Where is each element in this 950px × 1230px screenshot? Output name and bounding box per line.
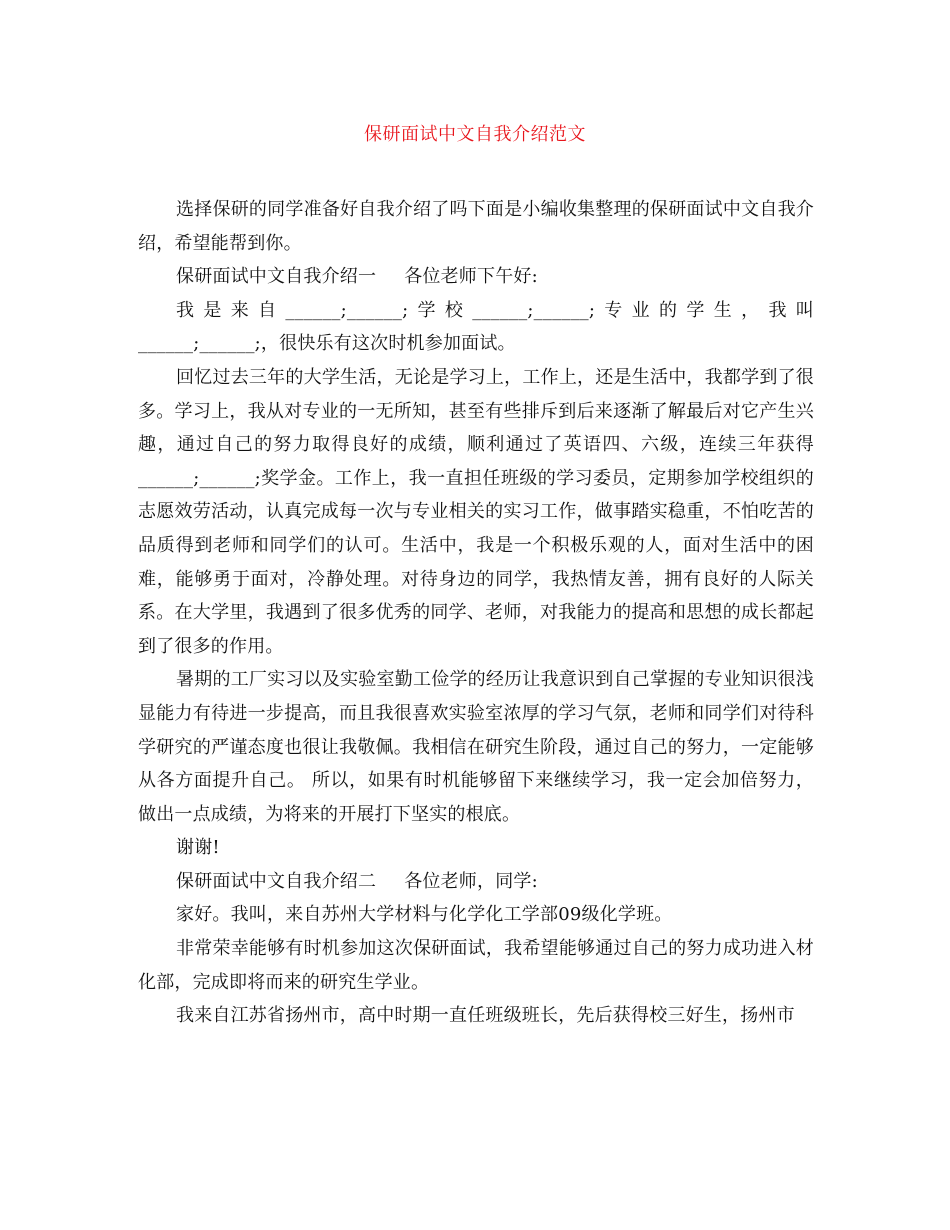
section-one-heading-line xyxy=(138,260,814,294)
document-title: 保研面试中文自我介绍范文 xyxy=(364,124,586,145)
document-body xyxy=(138,193,814,1033)
greeting-paragraph: 家好。我叫，来自苏州大学材料与化学化工学部09级化学班。 xyxy=(176,904,673,926)
section-one-heading: 保研面试中文自我介绍一 xyxy=(176,266,377,288)
section-one-greeting: 各位老师下午好: xyxy=(404,266,538,288)
college-life-paragraph: 回忆过去三年的大学生活，无论是学习上，工作上，还是生活中，我都学到了很多。学习上，我从对专业的一无所知，甚至有些排斥到后来逐渐了解最后对它产生兴趣，通过自己的努力取得良好的成绩，顺利通过了英语四、六级，连续三年获得______;______;奖学金。工作上，我一直担任班级的学习委员，定期参加学校组织的志愿效劳活动，认真完成每一次与专业相关的实习工作，做事踏实稳重，不怕吃苦的品质得到老师和同学们的认可。生活中，我是一个积极乐观的人，面对生活中的困难，能够勇于面对，冷静处理。对待身边的同学，我热情友善，拥有良好的人际关系。在大学里，我遇到了很多优秀的同学、老师，对我能力的提高和思想的成长都起到了很多的作用。 xyxy=(138,366,814,657)
intro-paragraph: 选择保研的同学准备好自我介绍了吗下面是小编收集整理的保研面试中文自我介绍，希望能帮到你。 xyxy=(138,199,814,254)
background-paragraph: 我来自江苏省扬州市，高中时期一直任班级班长，先后获得校三好生，扬州市 xyxy=(176,1005,795,1027)
section-two-heading-line xyxy=(138,865,814,899)
internship-paragraph: 暑期的工厂实习以及实验室勤工俭学的经历让我意识到自己掌握的专业知识很浅显能力有待进一步提高，而且我很喜欢实验室浓厚的学习气氛，老师和同学们对待科学研究的严谨态度也很让我敬佩。我相信在研究生阶段，通过自己的努力，一定能够从各方面提升自己。 所以，如果有时机能够留下来继续学习，我一定会加倍努力，做出一点成绩，为将来的开展打下坚实的根底。 xyxy=(138,669,814,825)
thanks-paragraph: 谢谢! xyxy=(176,837,220,859)
self-intro-paragraph: 我是来自______;______;学校______;______;专业的学生，我叫______;______;，很快乐有这次时机参加面试。 xyxy=(138,299,814,355)
section-two-greeting: 各位老师，同学: xyxy=(404,870,538,892)
section-two-heading: 保研面试中文自我介绍二 xyxy=(176,870,377,892)
honor-paragraph: 非常荣幸能够有时机参加这次保研面试，我希望能够通过自己的努力成功进入材化部，完成即将而来的研究生学业。 xyxy=(138,938,814,993)
